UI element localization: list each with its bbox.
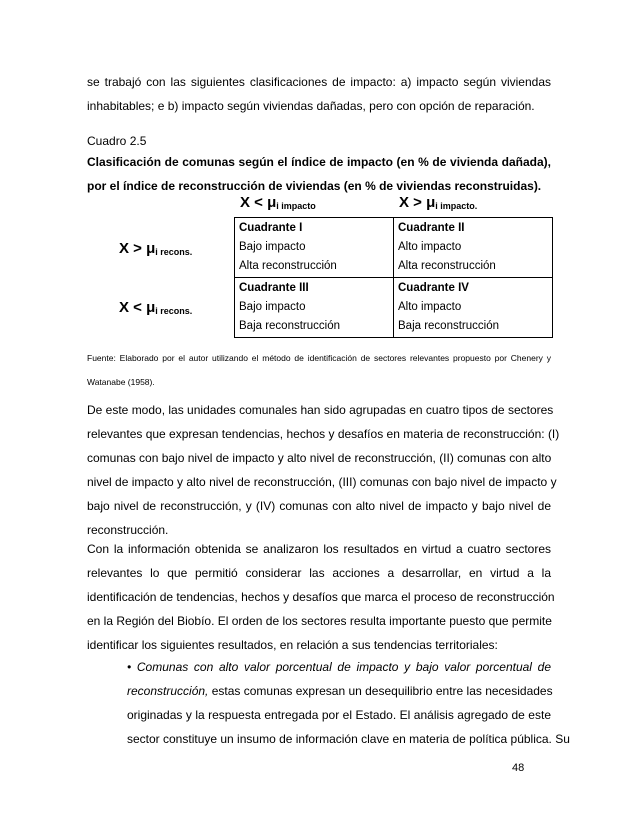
bullet-line: • Comunas con alto valor porcentual de impacto y bajo valor porcentual de bbox=[127, 660, 551, 674]
column-header-text: X > μ bbox=[399, 194, 436, 211]
bullet-italic-term: reconstrucción, bbox=[127, 684, 209, 698]
quadrant-line: Baja reconstrucción bbox=[239, 320, 340, 332]
quadrant-line: Bajo impacto bbox=[239, 241, 306, 253]
paragraph-line: comunas con bajo nivel de impacto y alto nivel de reconstrucción, (II) comunas con alto bbox=[87, 451, 552, 465]
quadrant-title: Cuadrante I bbox=[239, 222, 303, 234]
table-number: Cuadro 2.5 bbox=[87, 134, 147, 148]
paragraph-line: nivel de impacto y alto nivel de reconstrucción, (III) comunas con bajo nivel de impacto y bbox=[87, 475, 557, 489]
paragraph-line: De este modo, las unidades comunales han sido agrupadas en cuatro tipos de sectores bbox=[87, 403, 554, 417]
table-row bbox=[235, 218, 553, 278]
row-header-low-recons bbox=[119, 299, 192, 316]
quadrant-line: Alto impacto bbox=[398, 241, 462, 253]
page-number: 48 bbox=[512, 762, 525, 774]
table-title-line: Clasificación de comunas según el índice de impacto (en % de vivienda dañada), bbox=[87, 155, 551, 169]
quadrant-title: Cuadrante II bbox=[398, 222, 465, 234]
quadrant-cell-4 bbox=[394, 278, 553, 338]
paragraph-line: en la Región del Biobío. El orden de los sectores resulta importante puesto que permite bbox=[87, 614, 552, 628]
body-paragraph-1 bbox=[87, 398, 560, 542]
quadrant-table bbox=[234, 217, 553, 338]
table-source bbox=[87, 349, 551, 391]
quadrant-line: Bajo impacto bbox=[239, 301, 306, 313]
bullet-line: sector constituye un insumo de información clave en materia de política pública. Su bbox=[127, 732, 570, 746]
row-header-text: X < μ bbox=[119, 299, 156, 316]
bullet-text: estas comunas expresan un desequilibrio entre las necesidades bbox=[208, 684, 553, 698]
intro-line: inhabitables; e b) impacto según viviendas dañadas, pero con opción de reparación. bbox=[87, 99, 535, 113]
quadrant-cell-2 bbox=[394, 218, 553, 278]
quadrant-title: Cuadrante IV bbox=[398, 282, 469, 294]
quadrant-cell-3 bbox=[235, 278, 394, 338]
bullet-line: originadas y la respuesta entregada por el Estado. El análisis agregado de este bbox=[127, 708, 551, 722]
table-title-line: por el índice de reconstrucción de viviendas (en % de viviendas reconstruidas). bbox=[87, 179, 542, 193]
row-header-sub: i recons. bbox=[155, 306, 193, 316]
paragraph-line: identificar los siguientes resultados, en relación a sus tendencias territoriales: bbox=[87, 638, 498, 652]
intro-line: se trabajó con las siguientes clasificaciones de impacto: a) impacto según viviendas bbox=[87, 75, 551, 89]
paragraph-line: bajo nivel de reconstrucción, y (IV) comunas con alto nivel de impacto y bajo nivel de bbox=[87, 499, 551, 513]
column-header-low-impact bbox=[240, 194, 316, 211]
bullet-item bbox=[127, 655, 570, 751]
intro-paragraph bbox=[87, 70, 551, 118]
body-paragraph-2 bbox=[87, 537, 555, 657]
quadrant-line: Alta reconstrucción bbox=[398, 260, 496, 272]
column-header-text: X < μ bbox=[240, 194, 277, 211]
paragraph-line: relevantes lo que permitió considerar las acciones a desarrollar, en virtud a la bbox=[87, 566, 551, 580]
column-header-sub: i impacto bbox=[276, 201, 316, 211]
quadrant-line: Alto impacto bbox=[398, 301, 462, 313]
quadrant-line: Alta reconstrucción bbox=[239, 260, 337, 272]
row-header-high-recons bbox=[119, 240, 192, 257]
source-line: Fuente: Elaborado por el autor utilizando el método de identificación de sectores relevantes propuesto por Chenery y bbox=[87, 353, 551, 363]
paragraph-line: reconstrucción. bbox=[87, 523, 169, 537]
table-row bbox=[235, 278, 553, 338]
quadrant-title: Cuadrante III bbox=[239, 282, 309, 294]
paragraph-line: relevantes que expresan tendencias, hechos y desafíos en materia de reconstrucción: (I) bbox=[87, 427, 560, 441]
paragraph-line: identificación de tendencias, hechos y desafíos que marca el proceso de reconstrucción bbox=[87, 590, 555, 604]
row-header-sub: i recons. bbox=[155, 247, 193, 257]
table-title bbox=[87, 150, 551, 198]
column-header-high-impact bbox=[399, 194, 477, 211]
quadrant-cell-1 bbox=[235, 218, 394, 278]
quadrant-line: Baja reconstrucción bbox=[398, 320, 499, 332]
bullet-line bbox=[127, 679, 551, 703]
source-line: Watanabe (1958). bbox=[87, 377, 155, 387]
paragraph-line: Con la información obtenida se analizaron los resultados en virtud a cuatro sectores bbox=[87, 542, 551, 556]
row-header-text: X > μ bbox=[119, 240, 156, 257]
column-header-sub: i impacto. bbox=[435, 201, 478, 211]
